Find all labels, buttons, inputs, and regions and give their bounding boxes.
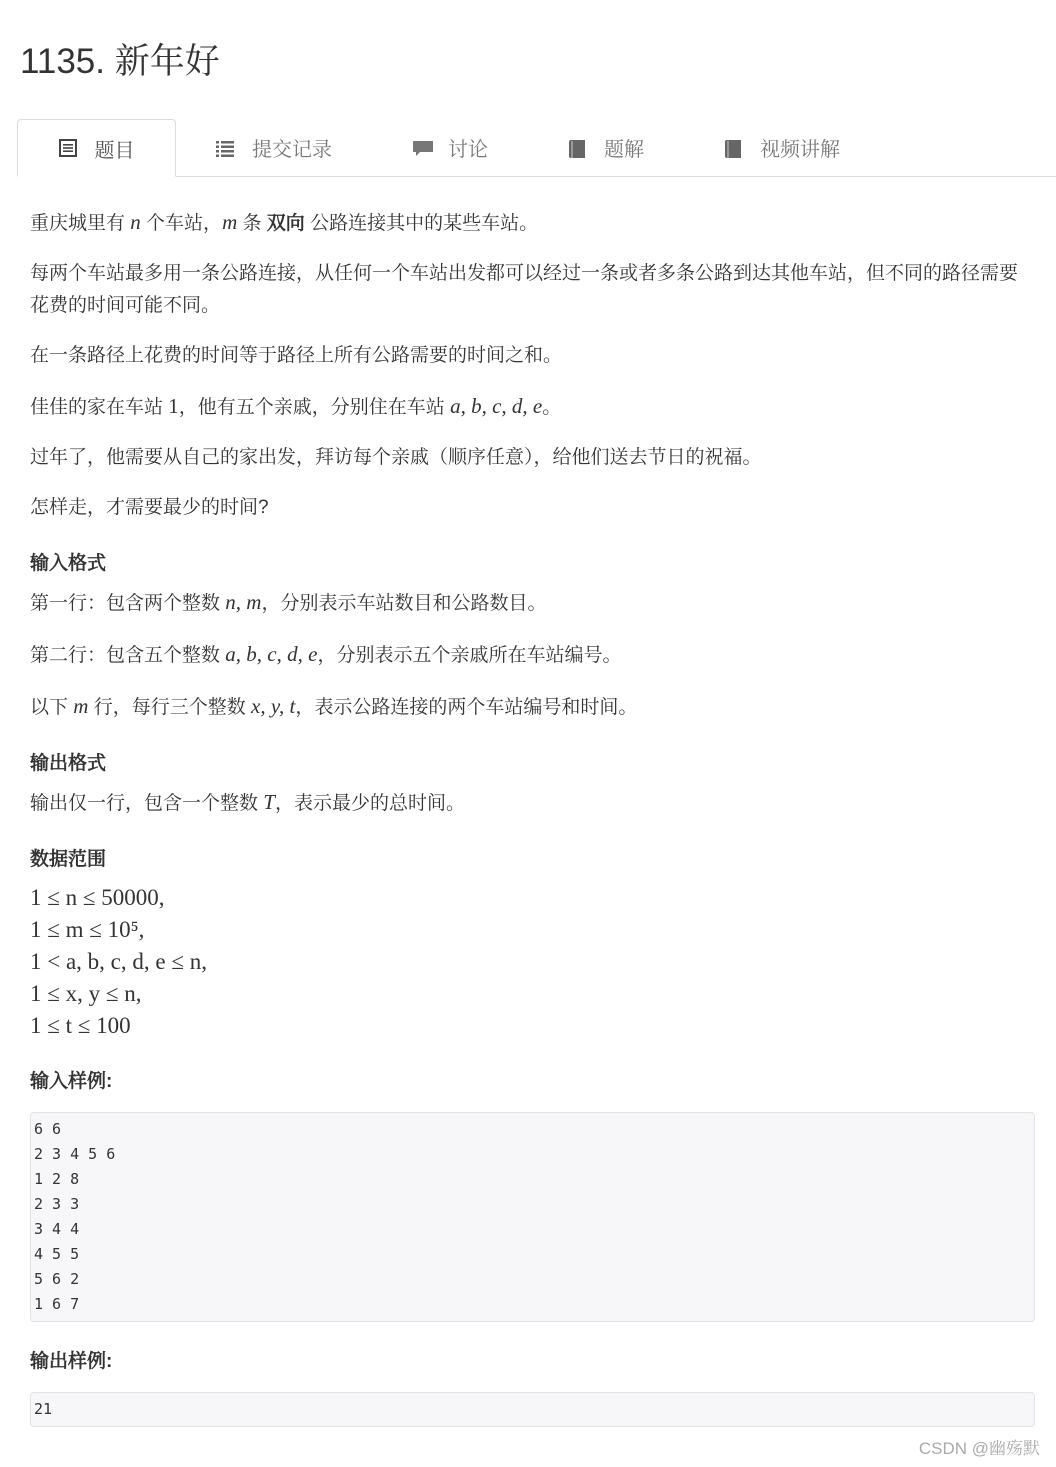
input-format-heading: 输入格式 — [30, 553, 107, 574]
range-line: 1 ≤ t ≤ 100 — [30, 1013, 131, 1038]
tab-bar — [17, 119, 1056, 177]
sample-output-code[interactable]: 21 — [30, 1392, 1035, 1427]
paragraph — [30, 786, 1035, 820]
tab-solutions[interactable] — [528, 119, 684, 176]
paragraph — [30, 586, 1035, 620]
math-expression: n — [130, 210, 141, 234]
text: 佳佳的家在车站 — [30, 397, 169, 418]
sample-input-code[interactable]: 6 6 2 3 4 5 6 1 2 8 2 3 3 3 4 4 4 5 5 5 6 2 1 6 7 — [30, 1112, 1035, 1322]
tab-label: 提交记录 — [252, 139, 332, 161]
text: 条 — [237, 213, 267, 234]
text: ，他有五个亲戚，分别住在车站 — [178, 397, 451, 418]
paragraph — [30, 638, 1035, 672]
text: 怎样走，才需要最少的时间? — [30, 497, 269, 518]
text: 第二行：包含五个整数 — [30, 645, 226, 666]
comment-icon — [412, 139, 430, 157]
tab-label: 题目 — [94, 139, 135, 162]
math-expression: x, y, t — [251, 694, 296, 718]
tab-label: 视频讲解 — [760, 139, 840, 161]
book-icon — [568, 139, 586, 157]
math-expression: a, b, c, d, e — [450, 394, 543, 418]
text: 每两个车站最多用一条公路连接，从任何一个车站出发都可以经过一条或者多条公路到达其他车站，但不同的路径需要花费的时间可能不同。 — [30, 263, 1019, 316]
tab-label: 题解 — [604, 139, 644, 161]
math-expression: m — [73, 694, 89, 718]
problem-description — [30, 206, 1035, 524]
tab-label: 讨论 — [448, 139, 488, 161]
book-icon — [724, 139, 742, 157]
range-line: 1 ≤ x, y ≤ n, — [30, 981, 142, 1006]
tab-problem[interactable] — [17, 119, 176, 177]
paragraph — [30, 258, 1035, 322]
problem-content — [30, 206, 1035, 1447]
range-line: 1 ≤ m ≤ 10⁵, — [30, 917, 145, 942]
range-line: 1 ≤ n ≤ 50000, — [30, 885, 165, 910]
math-expression: T — [263, 790, 275, 814]
list-alt-icon — [59, 139, 77, 157]
text: 个车站， — [140, 213, 223, 234]
sample-input-heading: 输入样例: — [30, 1071, 113, 1092]
text: ，分别表示车站数目和公路数目。 — [261, 593, 547, 614]
tab-discussion[interactable] — [372, 119, 528, 176]
text: ，表示公路连接的两个车站编号和时间。 — [295, 697, 638, 718]
text: ，分别表示五个亲戚所在车站编号。 — [317, 645, 622, 666]
paragraph — [30, 206, 1035, 240]
paragraph — [30, 492, 1035, 524]
output-format-heading: 输出格式 — [30, 753, 107, 774]
list-icon — [216, 139, 234, 157]
math-expression: a, b, c, d, e — [225, 642, 318, 666]
text: 输出仅一行，包含一个整数 — [30, 793, 264, 814]
bold-text: 双向 — [266, 213, 305, 234]
text: 重庆城里有 — [30, 213, 131, 234]
input-format-section — [30, 586, 1035, 724]
text: 公路连接其中的某些车站。 — [304, 213, 539, 234]
paragraph — [30, 340, 1035, 372]
paragraph — [30, 390, 1035, 424]
text: 过年了，他需要从自己的家出发，拜访每个亲戚（顺序任意），给他们送去节日的祝福。 — [30, 447, 762, 468]
output-format-section — [30, 786, 1035, 820]
range-line: 1 < a, b, c, d, e ≤ n, — [30, 949, 207, 974]
text: 以下 — [30, 697, 74, 718]
text: 。 — [542, 397, 562, 418]
sample-output-heading: 输出样例: — [30, 1351, 113, 1372]
tab-submissions[interactable] — [176, 119, 372, 176]
paragraph — [30, 690, 1035, 724]
page-title: 1135. 新年好 — [20, 42, 220, 81]
text: 行，每行三个整数 — [88, 697, 252, 718]
watermark: CSDN @幽殇默 — [918, 1439, 1040, 1458]
math-expression: n, m — [225, 590, 262, 614]
data-range-heading: 数据范围 — [30, 849, 107, 870]
text: 第一行：包含两个整数 — [30, 593, 226, 614]
paragraph — [30, 442, 1035, 474]
math-expression: m — [222, 210, 238, 234]
tab-video[interactable] — [684, 119, 880, 176]
data-range-list — [30, 882, 1035, 1042]
text: 在一条路径上花费的时间等于路径上所有公路需要的时间之和。 — [30, 345, 563, 366]
text: ，表示最少的总时间。 — [274, 793, 465, 814]
math-expression: 1 — [168, 394, 179, 418]
